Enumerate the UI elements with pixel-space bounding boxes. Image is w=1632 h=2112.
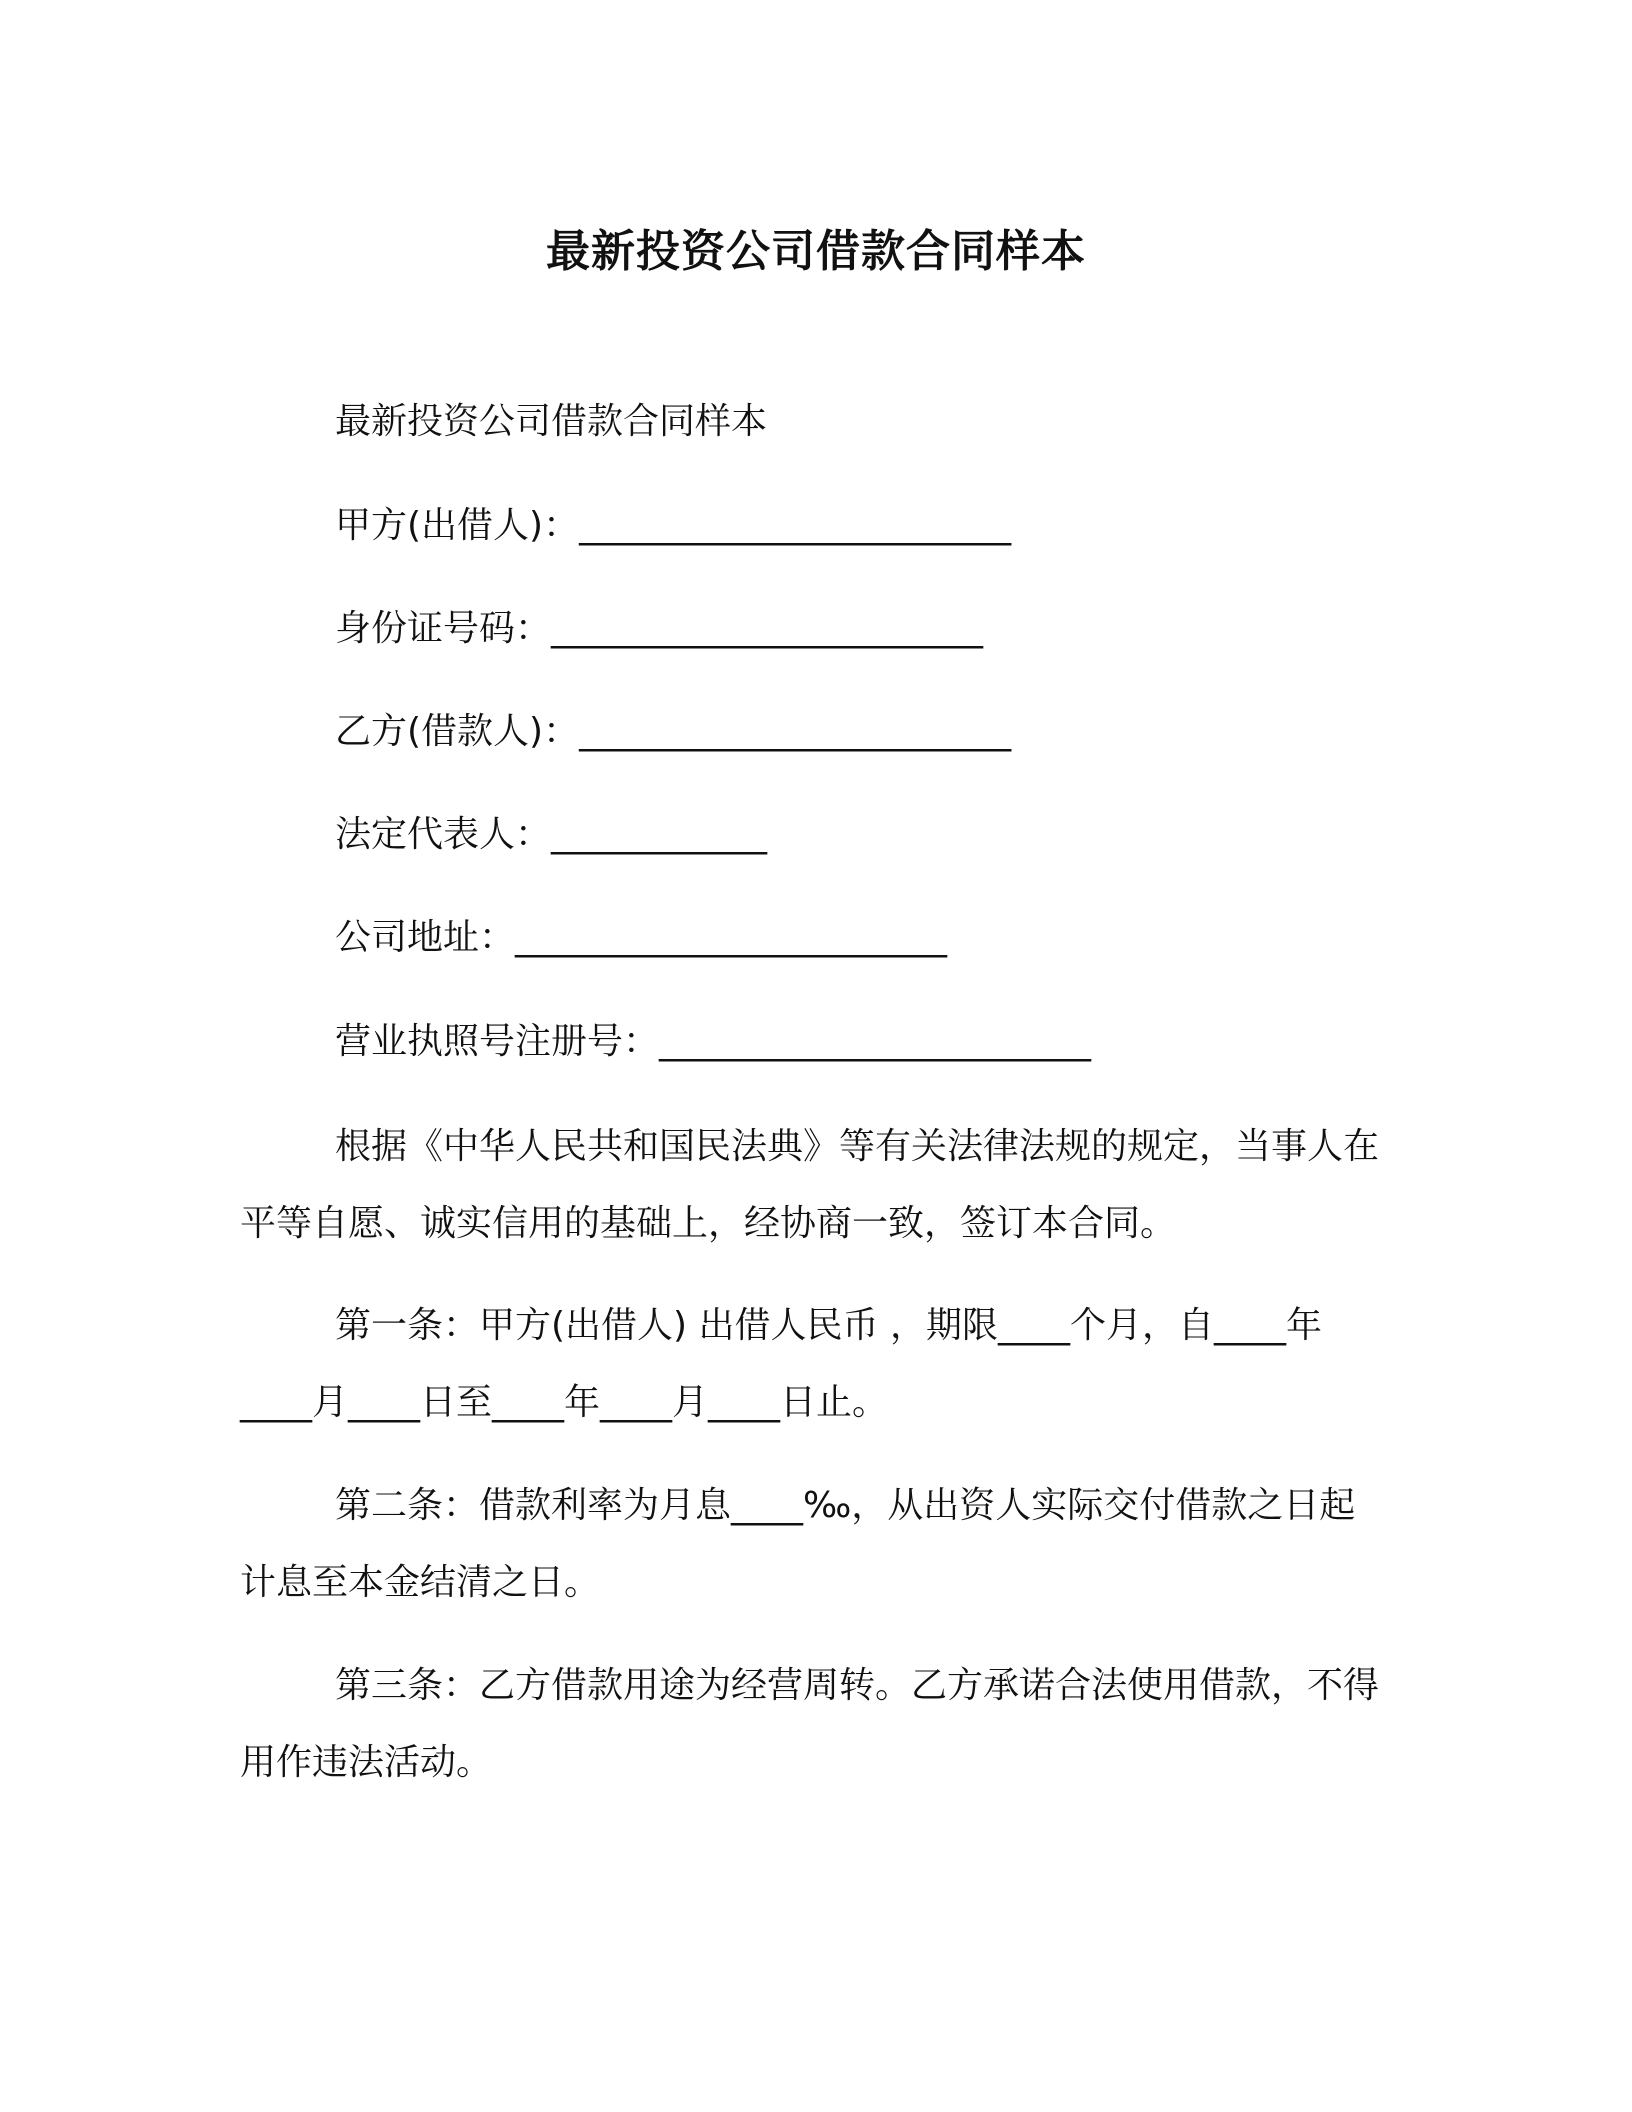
paragraph-article-1: 第一条：甲方(出借人) 出借人民币 ，期限____个月，自____年____月____日至____年____月____日止。: [240, 1305, 1322, 1423]
paragraph-article-3: 第三条：乙方借款用途为经营周转。乙方承诺合法使用借款，不得用作违法活动。: [240, 1665, 1380, 1783]
field-company-address: 公司地址：________________________: [335, 917, 948, 958]
field-business-license: 营业执照号注册号：________________________: [335, 1021, 1092, 1062]
field-lender: 甲方(出借人)：________________________: [335, 505, 1012, 546]
document-subtitle: 最新投资公司借款合同样本: [335, 401, 768, 442]
field-borrower: 乙方(借款人)：________________________: [335, 711, 1012, 752]
field-id-number: 身份证号码：________________________: [335, 608, 984, 649]
document-title: 最新投资公司借款合同样本: [546, 226, 1086, 277]
paragraph-article-2: 第二条：借款利率为月息____‰，从出资人实际交付借款之日起计息至本金结清之日。: [240, 1485, 1356, 1603]
field-legal-representative: 法定代表人：____________: [335, 814, 768, 855]
paragraph-preamble: 根据《中华人民共和国民法典》等有关法律法规的规定，当事人在平等自愿、诚实信用的基础上，经协商一致，签订本合同。: [240, 1126, 1380, 1244]
